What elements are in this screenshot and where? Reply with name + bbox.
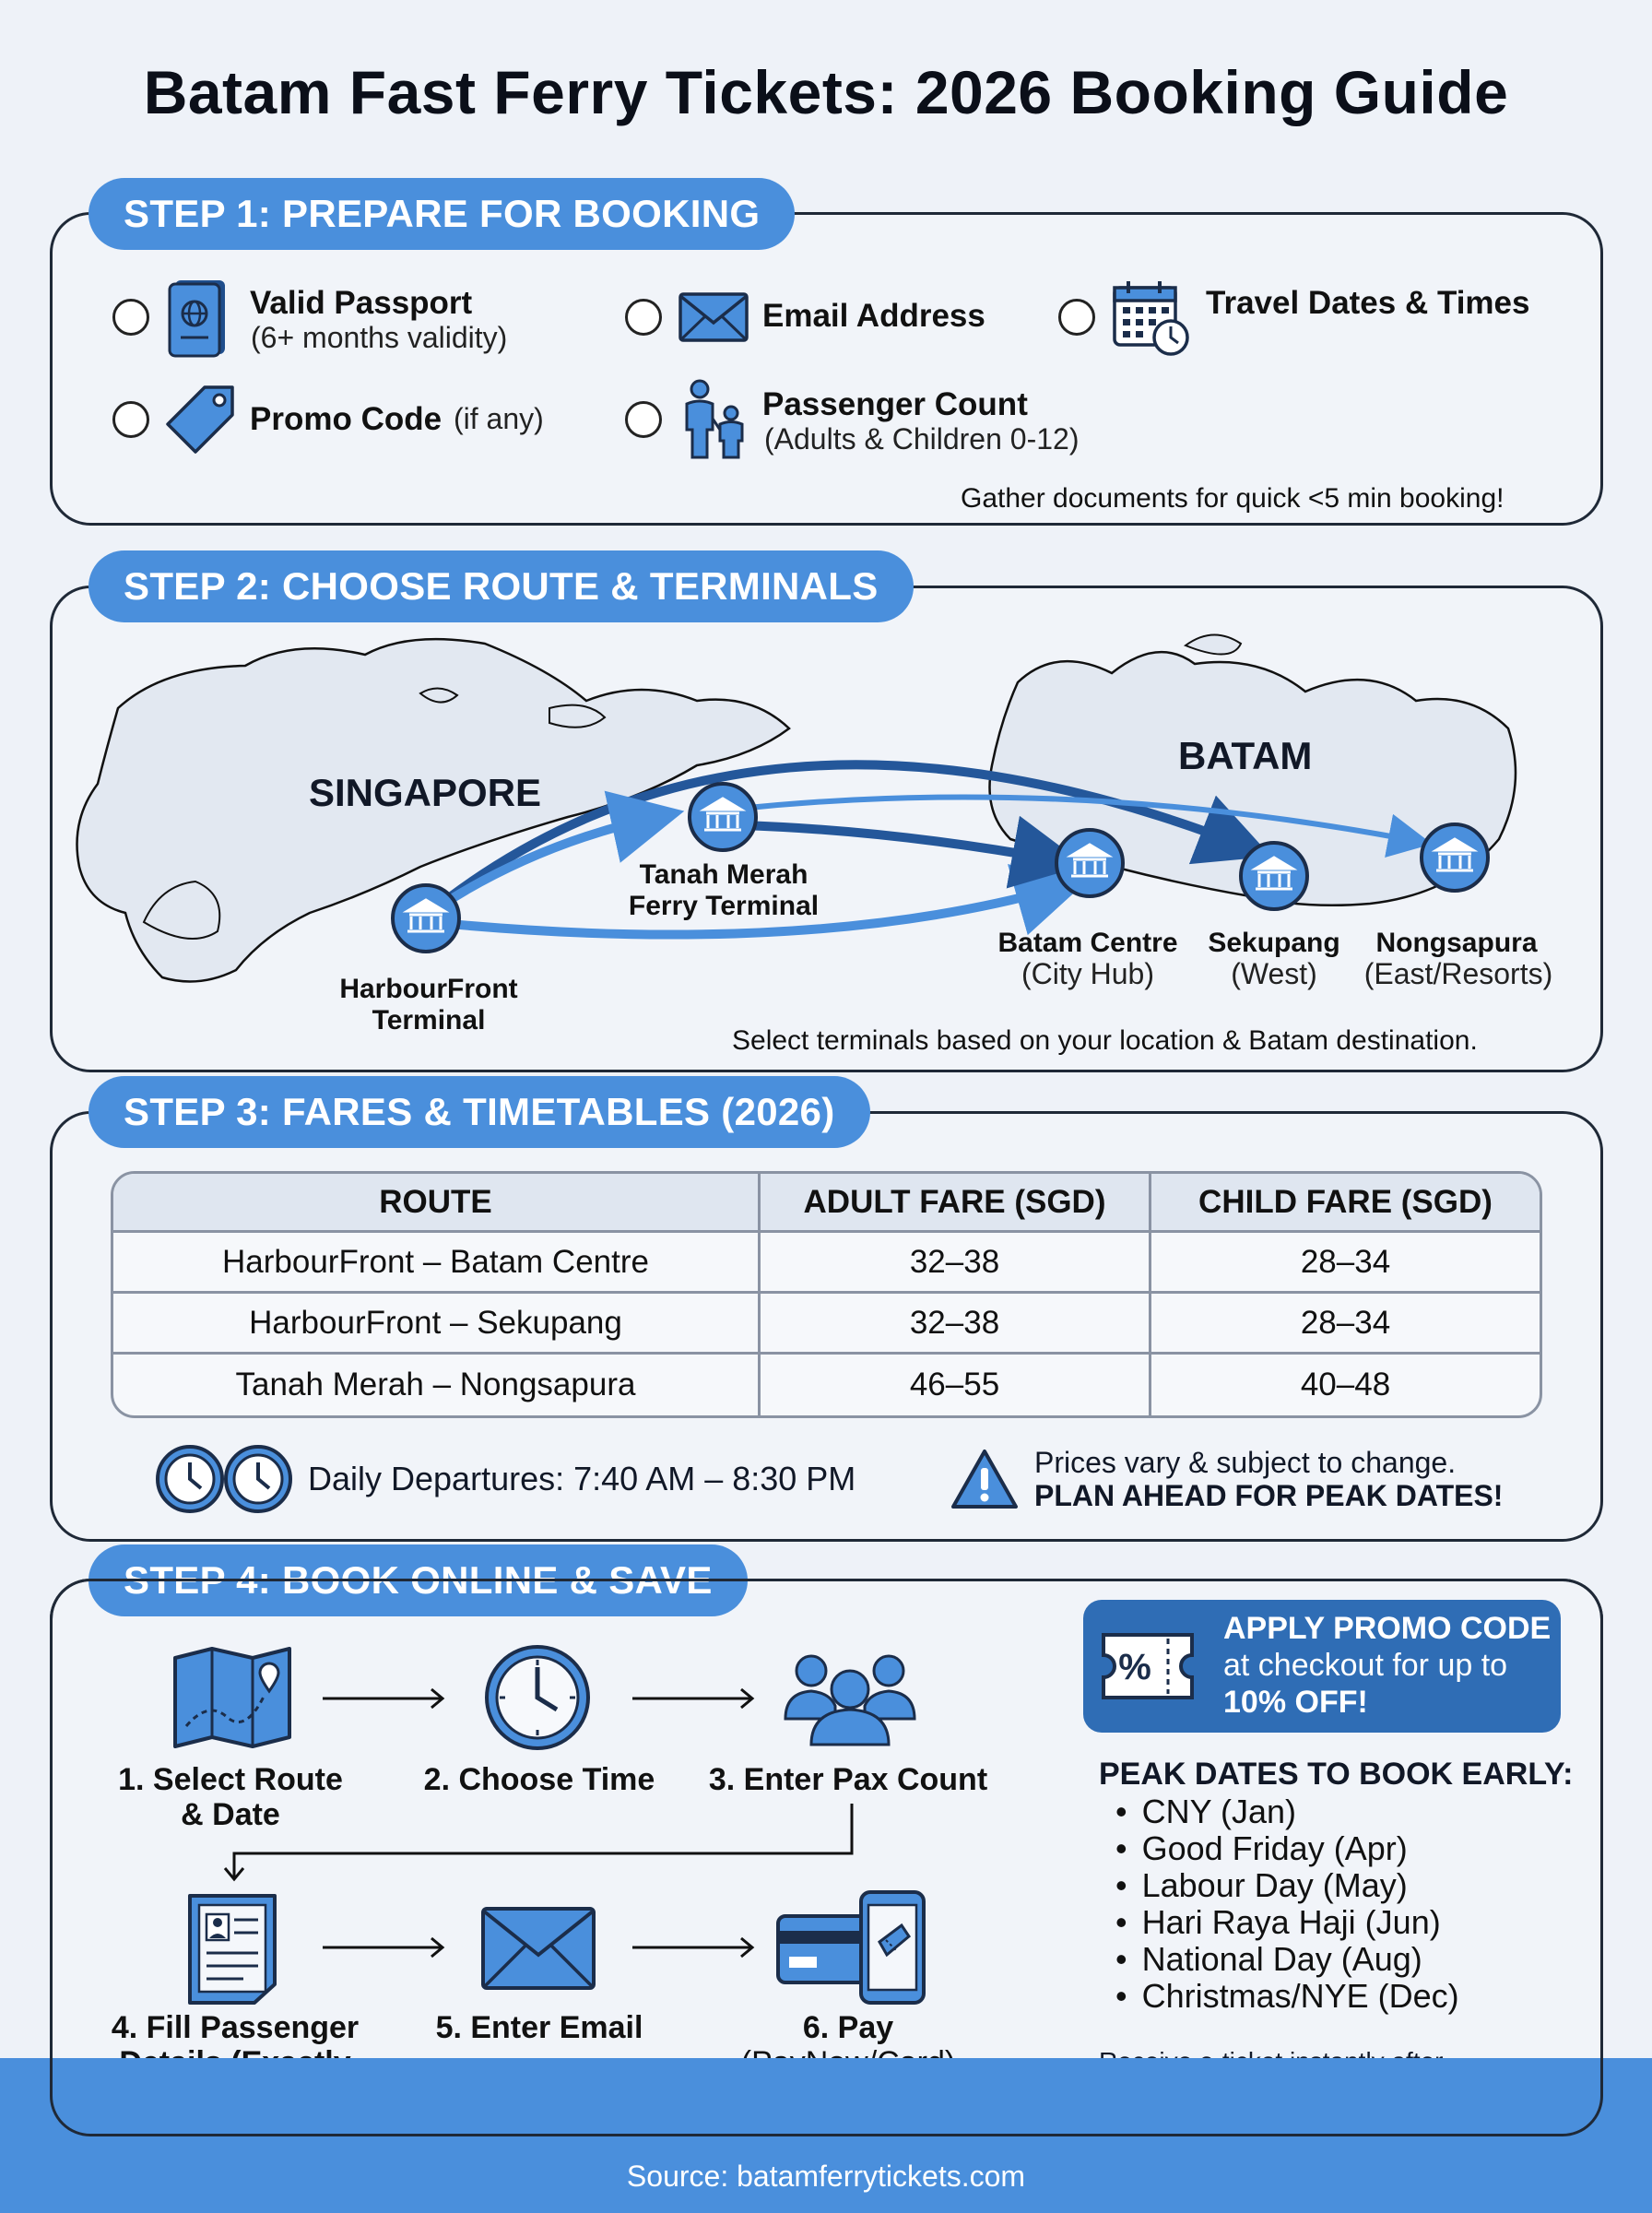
table-header-row <box>113 1174 1540 1233</box>
passenger-count-sub: (Adults & Children 0-12) <box>764 422 1080 456</box>
terminal-marker-harbourfront <box>393 885 459 952</box>
table-row <box>113 1294 1540 1355</box>
step2-heading: STEP 2: CHOOSE ROUTE & TERMINALS <box>88 550 914 622</box>
route-cell: HarbourFront – Sekupang <box>113 1294 761 1355</box>
step4-heading: STEP 4: BOOK ONLINE & SAVE <box>88 1544 748 1616</box>
col-child-fare: CHILD FARE (SGD) <box>1151 1174 1540 1233</box>
footer-source: Source: batamferrytickets.com <box>626 2160 1026 2193</box>
step1-heading: STEP 1: PREPARE FOR BOOKING <box>88 178 795 250</box>
table-row <box>113 1355 1540 1415</box>
travel-dates-checkbox[interactable] <box>1058 299 1095 336</box>
passport-label: Valid Passport <box>250 285 473 321</box>
step-choose-time: 2. Choose Time <box>423 1762 655 1797</box>
step-fill-details: 4. Fill Passenger <box>111 2010 360 2045</box>
route-cell: HarbourFront – Batam Centre <box>113 1233 761 1294</box>
step2-note: Select terminals based on your location & Batam destination. <box>732 1025 1478 1056</box>
warning-icon <box>950 1448 1020 1510</box>
route-map <box>52 627 1600 1060</box>
price-warning: Prices vary & subject to change. <box>1034 1446 1457 1479</box>
step-enter-email: 5. Enter Email <box>435 2010 643 2045</box>
batam-centre-sub: (City Hub) <box>1021 957 1154 990</box>
email-checkbox[interactable] <box>625 299 662 336</box>
travel-dates-label: Travel Dates & Times <box>1206 285 1530 321</box>
passport-sub: (6+ months validity) <box>251 321 508 354</box>
list-item: • Labour Day (May) <box>1115 1867 1459 1904</box>
child-fare-cell: 28–34 <box>1151 1233 1540 1294</box>
adult-fare-cell: 32–38 <box>761 1294 1151 1355</box>
svg-text:%: % <box>1118 1647 1151 1687</box>
table-row <box>113 1233 1540 1294</box>
passenger-count-checkbox[interactable] <box>625 401 662 438</box>
col-route: ROUTE <box>113 1174 761 1233</box>
list-item: • Christmas/NYE (Dec) <box>1115 1978 1459 2015</box>
step1-card <box>50 212 1603 526</box>
list-item: • National Day (Aug) <box>1115 1941 1459 1978</box>
nongsapura-sub: (East/Resorts) <box>1363 957 1553 990</box>
nongsapura-name: Nongsapura <box>1375 928 1538 958</box>
sekupang-name: Sekupang <box>1208 928 1340 958</box>
passport-checkbox[interactable] <box>112 299 149 336</box>
passport-icon <box>166 278 229 358</box>
terminal-marker-sekupang <box>1241 843 1307 909</box>
promo-code-checkbox[interactable] <box>112 401 149 438</box>
step-select-route: 1. Select Route & Date <box>118 1762 343 1832</box>
singapore-label: SINGAPORE <box>309 771 542 814</box>
envelope-icon <box>678 291 749 343</box>
email-label: Email Address <box>762 298 985 334</box>
adult-fare-cell: 32–38 <box>761 1233 1151 1294</box>
promo-line3: 10% OFF! <box>1223 1685 1368 1720</box>
step1-note: Gather documents for quick <5 min booking! <box>961 483 1504 514</box>
promo-code-label: Promo Code <box>250 401 442 437</box>
list-item: • Hari Raya Haji (Jun) <box>1115 1904 1459 1941</box>
family-icon <box>678 378 753 461</box>
fares-table <box>111 1171 1542 1418</box>
harbourfront-name: HarbourFront Terminal <box>339 974 518 1035</box>
child-fare-cell: 28–34 <box>1151 1294 1540 1355</box>
terminal-marker-nongsapura <box>1422 824 1488 891</box>
promo-line1: APPLY PROMO CODE <box>1223 1611 1552 1646</box>
adult-fare-cell: 46–55 <box>761 1355 1151 1415</box>
promo-code-sub: (if any) <box>454 402 544 435</box>
double-clock-icon <box>153 1442 297 1516</box>
tanah-merah-name: Tanah Merah Ferry Terminal <box>628 859 820 921</box>
promo-line2: at checkout for up to <box>1223 1648 1508 1683</box>
terminal-marker-tanah-merah <box>690 784 756 850</box>
peak-dates-heading: PEAK DATES TO BOOK EARLY: <box>1099 1757 1574 1792</box>
batam-centre-name: Batam Centre <box>997 928 1178 958</box>
list-item: • Good Friday (Apr) <box>1115 1830 1459 1867</box>
col-adult-fare: ADULT FARE (SGD) <box>761 1174 1151 1233</box>
page-title: Batam Fast Ferry Tickets: 2026 Booking Guide <box>143 58 1509 126</box>
passenger-count-label: Passenger Count <box>762 386 1028 422</box>
step3-heading: STEP 3: FARES & TIMETABLES (2026) <box>88 1076 870 1148</box>
daily-departures: Daily Departures: 7:40 AM – 8:30 PM <box>308 1460 856 1497</box>
peak-warning: PLAN AHEAD FOR PEAK DATES! <box>1034 1479 1504 1512</box>
terminal-marker-batam-centre <box>1056 830 1123 896</box>
step-pay: 6. Pay <box>802 2010 894 2045</box>
step-enter-pax: 3. Enter Pax Count <box>708 1762 988 1797</box>
batam-label: BATAM <box>1178 734 1313 777</box>
step4-card-overlay <box>50 1579 1603 2136</box>
child-fare-cell: 40–48 <box>1300 1367 1391 1402</box>
sekupang-sub: (West) <box>1231 957 1317 990</box>
calendar-clock-icon <box>1112 278 1193 358</box>
route-cell: Tanah Merah – Nongsapura <box>113 1355 761 1415</box>
list-item: • CNY (Jan) <box>1115 1793 1459 1830</box>
tag-icon <box>162 383 238 458</box>
